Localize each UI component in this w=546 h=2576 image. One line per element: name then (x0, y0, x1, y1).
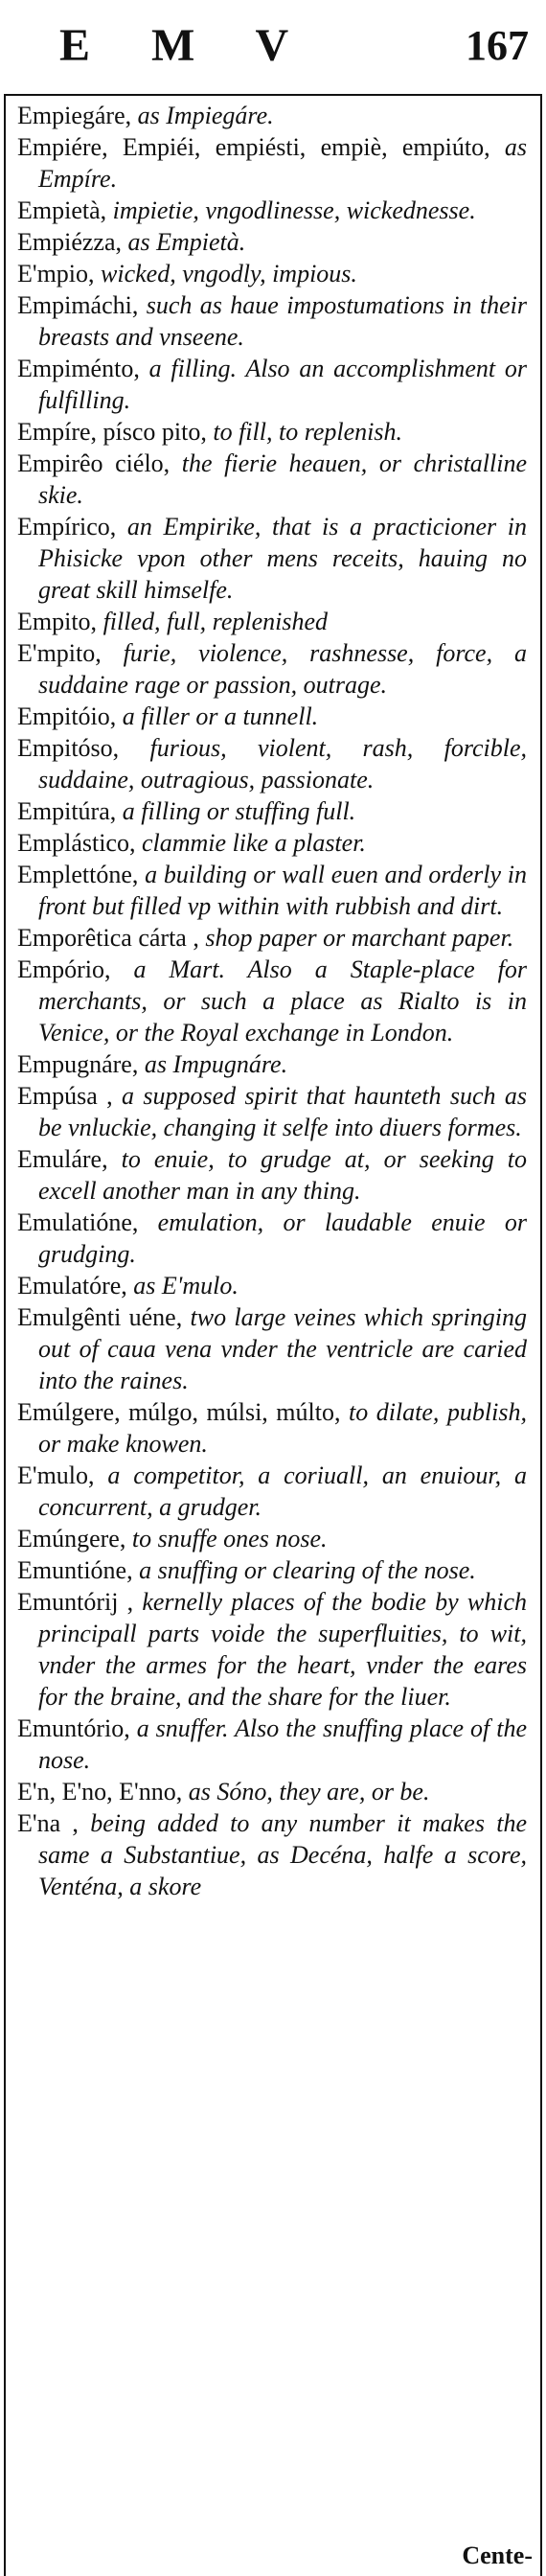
entry-definition: being added to any number it makes the same a Substantiue, as Decéna, halfe a score, Venténa, a skore (38, 1809, 528, 1900)
entry-headword: Empúsa , (17, 1082, 113, 1110)
entry-headword: E'mulo, (17, 1461, 95, 1489)
entry-headword: E'n, E'no, E'nno, (17, 1778, 183, 1806)
entry-definition: such as haue impostumations in their breasts and vnseene. (38, 291, 527, 351)
dictionary-entry (17, 289, 527, 353)
entry-headword: Emuntórij , (17, 1588, 134, 1616)
entry-definition: a supposed spirit that haunteth such as be vnluckie, changing it selfe into diuers formes. (38, 1082, 527, 1141)
entry-headword: Empiére, Empiéi, empiésti, empiè, empiúto, (17, 133, 490, 161)
entry-headword: Empiézza, (17, 228, 122, 256)
dictionary-entry (17, 701, 527, 732)
entry-definition: two large veines which springing out of caua vena vnder the ventricle are caried into the raines. (38, 1303, 528, 1394)
entry-headword: Empírico, (17, 513, 117, 540)
dictionary-entry (17, 954, 527, 1048)
entry-headword: Emporêtica cárta , (17, 924, 199, 952)
entry-headword: E'mpio, (17, 260, 95, 288)
page-number: 167 (466, 22, 529, 69)
dictionary-entry (17, 859, 527, 922)
entry-definition: furie, violence, rashnesse, force, a suddaine rage or passion, outrage. (38, 639, 527, 699)
entry-headword: Emuntório, (17, 1714, 130, 1742)
entry-definition: to dilate, publish, or make knowen. (38, 1398, 527, 1458)
dictionary-entry (17, 511, 527, 606)
dictionary-entry (17, 637, 527, 701)
dictionary-entry (17, 131, 527, 195)
right-rule (540, 94, 542, 2576)
entry-definition: a building or wall euen and orderly in front but filled vp within with rubbish and dirt. (38, 861, 527, 920)
dictionary-entry (17, 195, 527, 226)
entry-headword: Emúlgere, múlgo, múlsi, múlto, (17, 1398, 341, 1426)
left-rule (4, 94, 6, 2576)
dictionary-entry (17, 1460, 527, 1523)
entry-headword: Emulatióne, (17, 1208, 139, 1236)
entry-headword: Emúngere, (17, 1525, 126, 1552)
dictionary-entry (17, 1396, 527, 1460)
entry-definition: kernelly places of the bodie by which principall parts voide the superfluities, to wit, vnder the armes for the heart, vnder the eares for the braine, and the share for the liuer. (38, 1588, 527, 1711)
entry-definition: to enuie, to grudge at, or seeking to excell another man in any thing. (38, 1145, 527, 1205)
entry-definition: an Empirike, that is a practicioner in Phisicke vpon other mens receits, hauing no great skill himselfe. (38, 513, 527, 604)
entry-definition: shop paper or marchant paper. (198, 924, 514, 952)
entry-headword: Empito, (17, 608, 98, 635)
entry-definition: furious, violent, rash, forcible, suddaine, outragious, passionate. (38, 734, 527, 794)
entry-headword: Empitóso, (17, 734, 120, 762)
entry-definition: to fill, to replenish. (206, 418, 402, 446)
dictionary-entry (17, 258, 527, 289)
dictionary-entry (17, 1080, 527, 1143)
dictionary-entry (17, 1048, 527, 1080)
entry-headword: Empugnáre, (17, 1050, 139, 1078)
entry-definition: a filler or a tunnell. (116, 702, 319, 730)
entry-headword: Empório, (17, 955, 111, 983)
dictionary-entry (17, 732, 527, 795)
entry-definition: the fierie heauen, or christalline skie. (38, 449, 527, 509)
entry-definition: to snuffe ones nose. (125, 1525, 328, 1552)
dictionary-entry (17, 1776, 527, 1807)
dictionary-entry (17, 1586, 527, 1713)
dictionary-entry (17, 448, 527, 511)
dictionary-entry (17, 1713, 527, 1776)
entry-headword: Emplettóne, (17, 861, 139, 888)
entry-definition: as Empíre. (38, 133, 527, 193)
dictionary-entry (17, 353, 527, 416)
entry-definition: a snuffer. Also the snuffing place of the nose. (38, 1714, 527, 1774)
entry-headword: Emulatóre, (17, 1272, 127, 1300)
entry-definition: a snuffing or clearing of the nose. (132, 1556, 476, 1584)
entry-list (17, 100, 527, 1902)
entry-headword: Empiegáre, (17, 102, 132, 129)
dictionary-entry (17, 1270, 527, 1301)
entry-definition: as Impiegáre. (131, 102, 274, 129)
entry-headword: Emulgênti uéne, (17, 1303, 183, 1331)
entry-definition: wicked, vngodly, impious. (94, 260, 357, 288)
entry-headword: Empirêo ciélo, (17, 449, 171, 477)
entry-definition: a Mart. Also a Staple-place for merchants, or such a place as Rialto is in Venice, or the Royal exchange in London. (38, 955, 527, 1046)
entry-definition: a filling. Also an accomplishment or fulfilling. (38, 355, 527, 414)
entry-definition: filled, full, replenished (97, 608, 329, 635)
catchword: Cente- (462, 2542, 533, 2569)
entry-headword: Emplástico, (17, 829, 136, 857)
entry-definition: impietie, vngodlinesse, wickednesse. (106, 196, 476, 224)
entry-headword: Empitúra, (17, 797, 117, 825)
entry-headword: Empimáchi, (17, 291, 139, 319)
entry-headword: Emuntióne, (17, 1556, 133, 1584)
running-head: E M V (59, 20, 314, 71)
entry-definition: emulation, or laudable enuie or grudging. (38, 1208, 527, 1268)
dictionary-entry (17, 1523, 527, 1554)
entry-definition: as E'mulo. (126, 1272, 239, 1300)
entry-definition: clammie like a plaster. (135, 829, 366, 857)
dictionary-entry (17, 1301, 527, 1396)
dictionary-entry (17, 1807, 527, 1902)
entry-definition: as Impugnáre. (138, 1050, 288, 1078)
top-rule (4, 94, 542, 96)
entry-headword: Empiménto, (17, 355, 140, 382)
dictionary-entry (17, 100, 527, 131)
entry-headword: E'mpito, (17, 639, 102, 667)
entry-definition: as Sóno, they are, or be. (182, 1778, 430, 1806)
dictionary-entry (17, 606, 527, 637)
dictionary-entry (17, 795, 527, 827)
entry-definition: a filling or stuffing full. (116, 797, 356, 825)
dictionary-entry (17, 226, 527, 258)
entry-definition: as Empietà. (122, 228, 246, 256)
page-header (0, 0, 546, 91)
entry-headword: Empietà, (17, 196, 107, 224)
dictionary-entry (17, 827, 527, 859)
dictionary-entry (17, 1207, 527, 1270)
dictionary-entry (17, 1554, 527, 1586)
dictionary-entry (17, 416, 527, 448)
entry-definition: a competitor, a coriuall, an enuiour, a concurrent, a grudger. (38, 1461, 527, 1521)
dictionary-entry (17, 1143, 527, 1207)
entry-headword: E'na , (17, 1809, 79, 1837)
entry-headword: Emuláre, (17, 1145, 108, 1173)
entry-headword: Empitóio, (17, 702, 117, 730)
dictionary-entry (17, 922, 527, 954)
entry-headword: Empíre, písco pito, (17, 418, 207, 446)
